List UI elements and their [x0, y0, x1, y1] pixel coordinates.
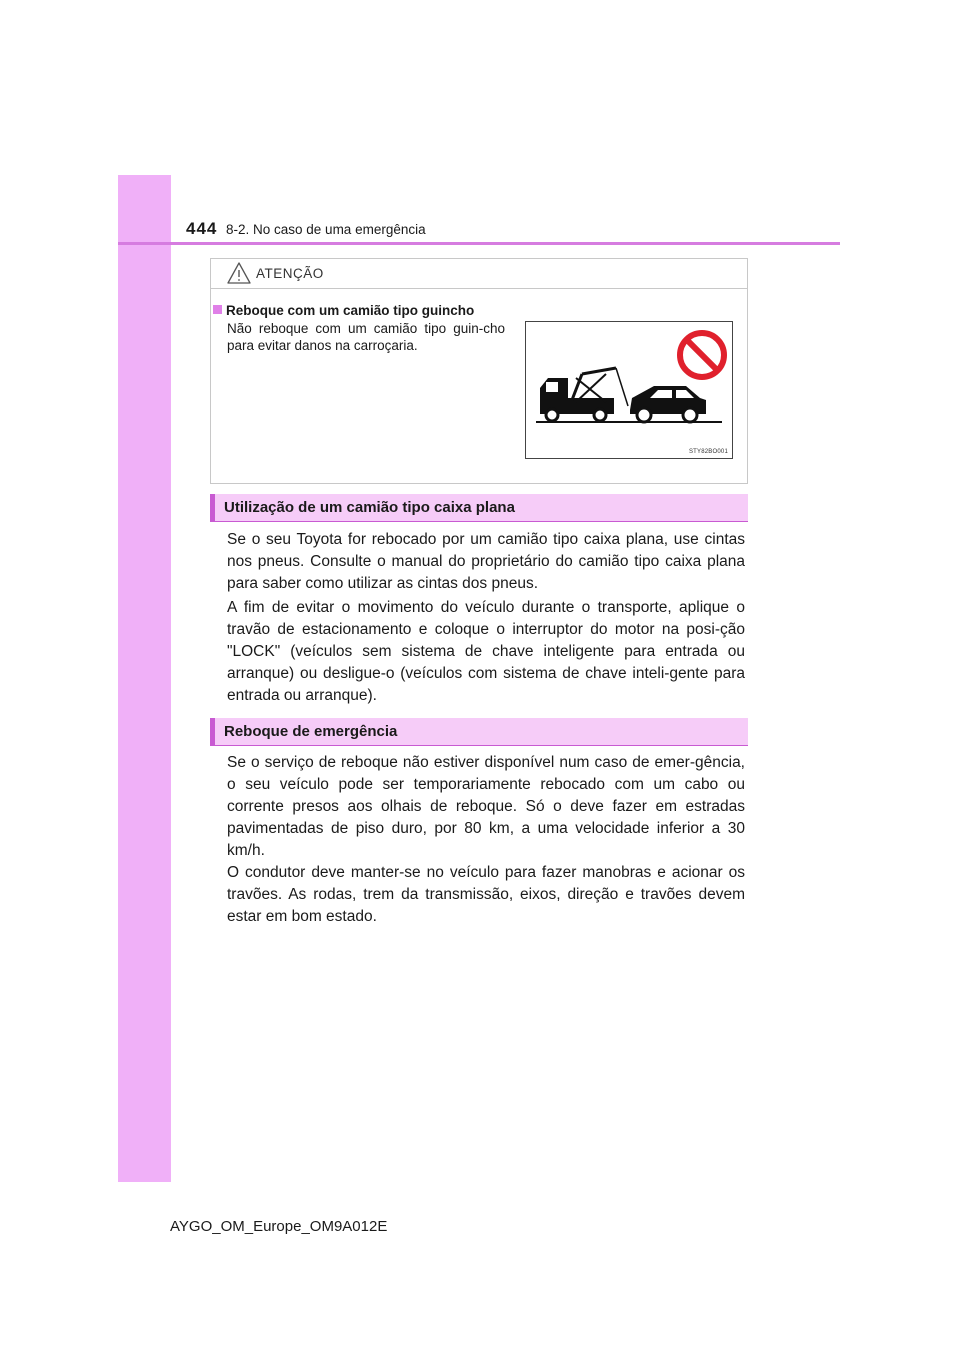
warning-triangle-icon	[227, 262, 251, 284]
emergency-paragraph-1: Se o serviço de reboque não estiver disponível num caso de emer-gência, o seu veículo pode ser temporariamente rebocado com um cabo ou corrente presos aos olhais de reboque. Só o deve fazer em estradas pavimentadas de piso duro, por 80 km, a uma velocidade inferior a 30 km/h.	[227, 754, 745, 859]
truck-bed	[568, 398, 614, 414]
car-wheel-rear	[683, 408, 697, 422]
header-rule	[118, 242, 840, 245]
chapter-title: 8-2. No caso de uma emergência	[226, 222, 426, 237]
document-id: AYGO_OM_Europe_OM9A012E	[170, 1218, 388, 1235]
page-header	[118, 175, 840, 245]
section-flatbed-title: Utilização de um camião tipo caixa plana	[224, 499, 515, 516]
section-emergency-title: Reboque de emergência	[224, 723, 398, 740]
prohibition-slash	[687, 340, 717, 370]
side-color-band	[118, 175, 171, 1182]
warning-item-title	[213, 303, 474, 318]
tow-boom	[582, 368, 616, 374]
truck-window	[546, 382, 558, 392]
section-flatbed-heading	[210, 494, 748, 522]
flatbed-paragraph-2: A fim de evitar o movimento do veículo durante o transporte, aplique o travão de estacionamento e coloque o interruptor do motor na posi-ção "LOCK" (veículos sem sistema de chave inteligente para entrada ou arranque) ou desligue-o (veículos com sistema de chave inteli-gente para entrada ou arranque).	[227, 599, 745, 704]
page-number: 444	[186, 219, 218, 238]
tow-truck-illustration	[525, 321, 733, 459]
bullet-square-icon	[213, 305, 222, 314]
tow-truck-drawing	[526, 322, 732, 458]
tow-cable	[616, 368, 628, 406]
figure-code: STY82BO001	[688, 449, 728, 455]
warning-header	[211, 259, 747, 289]
warning-item-text: Não reboque com um camião tipo guin-cho para evitar danos na carroçaria.	[227, 321, 505, 353]
truck-wheel-front	[546, 409, 558, 421]
truck-wheel-rear	[594, 409, 606, 421]
car-wheel-front	[637, 408, 651, 422]
warning-label: ATENÇÃO	[256, 266, 324, 281]
warning-box	[210, 258, 748, 484]
emergency-paragraph-2: O condutor deve manter-se no veículo para fazer manobras e acionar os travões. As rodas, trem da transmissão, eixos, direção e travões devem estar em bom estado.	[227, 864, 745, 925]
flatbed-paragraph-1: Se o seu Toyota for rebocado por um camião tipo caixa plana, use cintas nos pneus. Consulte o manual do proprietário do camião tipo caixa plana para saber como utilizar as cintas dos pneus.	[227, 531, 745, 592]
warning-item-title-text: Reboque com um camião tipo guincho	[226, 303, 475, 318]
section-emergency-heading	[210, 718, 748, 746]
